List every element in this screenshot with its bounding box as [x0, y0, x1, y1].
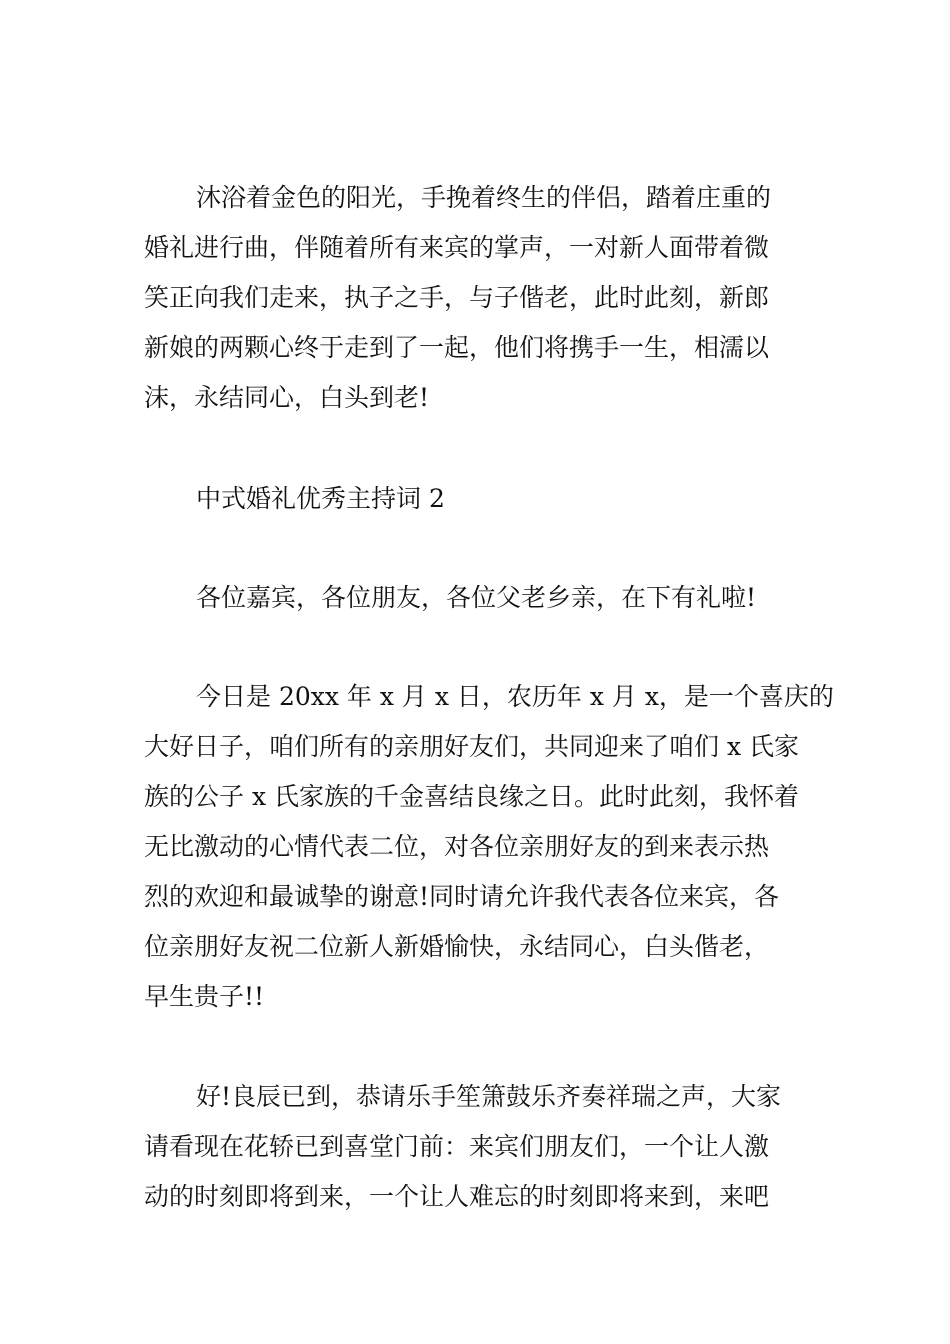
text-line: 笑正向我们走来，执子之手，与子偕老，此时此刻，新郎 [144, 283, 770, 312]
heading-text: 中式婚礼优秀主持词 2 [196, 484, 445, 513]
text-line: 早生贵子!! [144, 982, 265, 1011]
text-line: 沐浴着金色的阳光，手挽着终生的伴侣，踏着庄重的 [196, 183, 772, 212]
text-line: 好!良辰已到，恭请乐手笙箫鼓乐齐奏祥瑞之声，大家 [196, 1082, 782, 1111]
paragraph-date [144, 672, 834, 1022]
paragraph-greeting [144, 573, 806, 623]
text-line: 今日是 20xx 年 x 月 x 日，农历年 x 月 x，是一个喜庆的 [196, 682, 834, 711]
text-line: 大好日子，咱们所有的亲朋好友们，共同迎来了咱们 x 氏家 [144, 732, 799, 761]
text-line: 沫，永结同心，白头到老! [144, 383, 430, 412]
text-line: 烈的欢迎和最诚挚的谢意!同时请允许我代表各位来宾，各 [144, 882, 780, 911]
paragraph-opening [144, 173, 806, 423]
text-line: 位亲朋好友祝二位新人新婚愉快，永结同心，白头偕老， [144, 932, 770, 961]
text-line: 婚礼进行曲，伴随着所有来宾的掌声，一对新人面带着微 [144, 233, 770, 262]
text-line: 无比激动的心情代表二位，对各位亲朋好友的到来表示热 [144, 832, 770, 861]
paragraph-procession [144, 1072, 806, 1222]
text-line: 新娘的两颗心终于走到了一起，他们将携手一生，相濡以 [144, 333, 770, 362]
text-line: 各位嘉宾，各位朋友，各位父老乡亲，在下有礼啦! [196, 583, 757, 612]
text-line: 请看现在花轿已到喜堂门前：来宾们朋友们，一个让人激 [144, 1132, 770, 1161]
text-line: 动的时刻即将到来，一个让人难忘的时刻即将来到，来吧 [144, 1182, 770, 1211]
text-line: 族的公子 x 氏家族的千金喜结良缘之日。此时此刻，我怀着 [144, 782, 799, 811]
section-heading [144, 474, 806, 524]
